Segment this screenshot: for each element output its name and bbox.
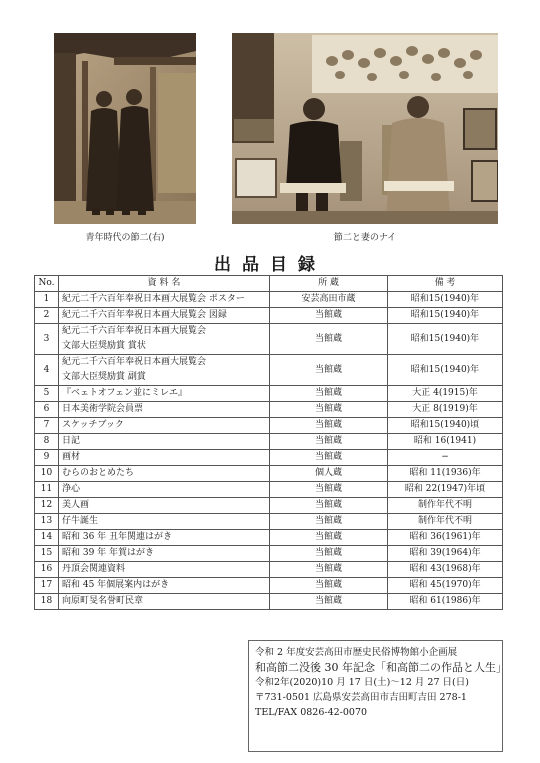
table-row [35, 292, 503, 308]
cell-name [59, 292, 270, 308]
cell-note: 大正 8(1919)年 [388, 402, 503, 418]
exhibition-info-box [248, 640, 507, 752]
cell-no: 1 [35, 292, 59, 308]
cell-name-line: 日記 [62, 436, 81, 446]
header-note: 備 考 [388, 276, 503, 292]
cell-no: 15 [35, 546, 59, 562]
table-row [35, 594, 503, 610]
cell-name-line: 仔牛誕生 [62, 516, 99, 526]
cell-no: 10 [35, 466, 59, 482]
cell-note: 昭和 22(1947)年頃 [388, 482, 503, 498]
cell-name-line: 昭和 45 年個展案内はがき [62, 580, 170, 590]
exhibit-list-table [34, 275, 503, 610]
cell-owner: 当館蔵 [270, 578, 388, 594]
photo-caption-right: 節二と妻のナイ [333, 233, 397, 243]
cell-owner: 当館蔵 [270, 546, 388, 562]
cell-note: 昭和 61(1986)年 [388, 594, 503, 610]
cell-name-line: 文部大臣奨励賞 副賞 [62, 372, 146, 382]
cell-name-line: スケッチブック [62, 420, 124, 430]
cell-no: 4 [35, 355, 59, 386]
cell-no: 3 [35, 324, 59, 355]
photo-caption-left: 青年時代の節二(右) [85, 233, 165, 243]
cell-name [59, 418, 270, 434]
cell-owner: 当館蔵 [270, 450, 388, 466]
cell-name-line: 『ベェトオフェン並にミレエ』 [62, 388, 188, 398]
cell-name [59, 578, 270, 594]
cell-name-line: 紀元二千六百年奉祝日本画大展覧会 ポスター [62, 294, 245, 304]
cell-name-line: 昭和 36 年 丑年関連はがき [62, 532, 173, 542]
cell-name [59, 324, 270, 355]
cell-note: 制作年代不明 [388, 498, 503, 514]
cell-name [59, 308, 270, 324]
cell-owner: 当館蔵 [270, 562, 388, 578]
table-row [35, 418, 503, 434]
cell-note: − [388, 450, 503, 466]
cell-name [59, 402, 270, 418]
cell-note: 昭和 45(1970)年 [388, 578, 503, 594]
cell-name-line: 文部大臣奨励賞 賞状 [62, 341, 146, 351]
cell-owner: 当館蔵 [270, 402, 388, 418]
cell-name-line: むらのおとめたち [62, 468, 135, 478]
cell-owner: 当館蔵 [270, 434, 388, 450]
cell-no: 16 [35, 562, 59, 578]
cell-owner: 当館蔵 [270, 530, 388, 546]
photo-setsuji-and-wife [232, 33, 498, 224]
page-title: 出品目録 [214, 255, 326, 275]
info-line-address: 〒731-0501 広島県安芸高田市吉田町吉田 278-1 [255, 692, 467, 703]
cell-note: 制作年代不明 [388, 514, 503, 530]
cell-no: 11 [35, 482, 59, 498]
cell-no: 9 [35, 450, 59, 466]
table-row [35, 324, 503, 355]
table-row [35, 450, 503, 466]
info-line-title: 和高節二没後 30 年記念「和高節二の作品と人生」 [255, 661, 507, 674]
cell-no: 8 [35, 434, 59, 450]
header-no: No. [35, 276, 59, 292]
cell-name [59, 546, 270, 562]
header-owner: 所 蔵 [270, 276, 388, 292]
table-row [35, 546, 503, 562]
cell-no: 7 [35, 418, 59, 434]
table-row [35, 355, 503, 386]
cell-name-line: 紀元二千六百年奉祝日本画大展覧会 図録 [62, 310, 227, 320]
cell-no: 13 [35, 514, 59, 530]
info-line-exhibition: 令和 2 年度安芸高田市歴史民俗博物館小企画展 [255, 647, 458, 658]
cell-owner: 当館蔵 [270, 308, 388, 324]
cell-no: 17 [35, 578, 59, 594]
cell-name-line: 丹頂会関連資料 [62, 564, 126, 574]
info-line-phone: TEL/FAX 0826-42-0070 [255, 707, 368, 718]
cell-note: 昭和 43(1968)年 [388, 562, 503, 578]
cell-name-line: 紀元二千六百年奉祝日本画大展覧会 [62, 357, 207, 367]
cell-owner: 当館蔵 [270, 594, 388, 610]
cell-note: 昭和15(1940)年 [388, 308, 503, 324]
table-row [35, 466, 503, 482]
cell-name-line: 紀元二千六百年奉祝日本画大展覧会 [62, 326, 207, 336]
cell-name [59, 482, 270, 498]
cell-name-line: 美人画 [62, 500, 90, 510]
cell-name [59, 355, 270, 386]
photo-young-setsuji [54, 33, 196, 224]
cell-no: 6 [35, 402, 59, 418]
cell-name [59, 562, 270, 578]
cell-note: 昭和15(1940)頃 [388, 418, 503, 434]
table-row [35, 386, 503, 402]
cell-no: 2 [35, 308, 59, 324]
cell-name-line: 画材 [62, 452, 81, 462]
cell-note: 昭和 36(1961)年 [388, 530, 503, 546]
table-row [35, 434, 503, 450]
cell-name [59, 530, 270, 546]
cell-no: 5 [35, 386, 59, 402]
table-header-row [35, 276, 503, 292]
cell-note: 昭和 39(1964)年 [388, 546, 503, 562]
cell-name-line: 日本美術学院会員票 [62, 404, 144, 414]
cell-name [59, 594, 270, 610]
table-row [35, 530, 503, 546]
table-row [35, 514, 503, 530]
table-body [35, 292, 503, 610]
cell-name [59, 386, 270, 402]
table-row [35, 402, 503, 418]
cell-note: 昭和 16(1941) [388, 434, 503, 450]
cell-no: 12 [35, 498, 59, 514]
cell-owner: 当館蔵 [270, 498, 388, 514]
cell-note: 大正 4(1915)年 [388, 386, 503, 402]
table-row [35, 498, 503, 514]
info-line-dates: 令和2年(2020)10 月 17 日(土)～12 月 27 日(日) [255, 677, 469, 688]
cell-owner: 当館蔵 [270, 324, 388, 355]
table-row [35, 562, 503, 578]
cell-name [59, 498, 270, 514]
table-row [35, 578, 503, 594]
cell-name [59, 514, 270, 530]
cell-note: 昭和 11(1936)年 [388, 466, 503, 482]
cell-owner: 個人蔵 [270, 466, 388, 482]
table-row [35, 482, 503, 498]
cell-name [59, 450, 270, 466]
cell-name-line: 昭和 39 年 年賀はがき [62, 548, 155, 558]
cell-name [59, 434, 270, 450]
cell-note: 昭和15(1940)年 [388, 355, 503, 386]
cell-name-line: 向原町旻名誉町民章 [62, 596, 144, 606]
cell-owner: 当館蔵 [270, 482, 388, 498]
header-name: 資 料 名 [59, 276, 270, 292]
cell-note: 昭和15(1940)年 [388, 292, 503, 308]
cell-note: 昭和15(1940)年 [388, 324, 503, 355]
cell-name [59, 466, 270, 482]
cell-no: 18 [35, 594, 59, 610]
cell-owner: 安芸高田市蔵 [270, 292, 388, 308]
cell-owner: 当館蔵 [270, 386, 388, 402]
table-row [35, 308, 503, 324]
cell-name-line: 浄心 [62, 484, 81, 494]
cell-owner: 当館蔵 [270, 418, 388, 434]
cell-owner: 当館蔵 [270, 514, 388, 530]
cell-owner: 当館蔵 [270, 355, 388, 386]
cell-no: 14 [35, 530, 59, 546]
